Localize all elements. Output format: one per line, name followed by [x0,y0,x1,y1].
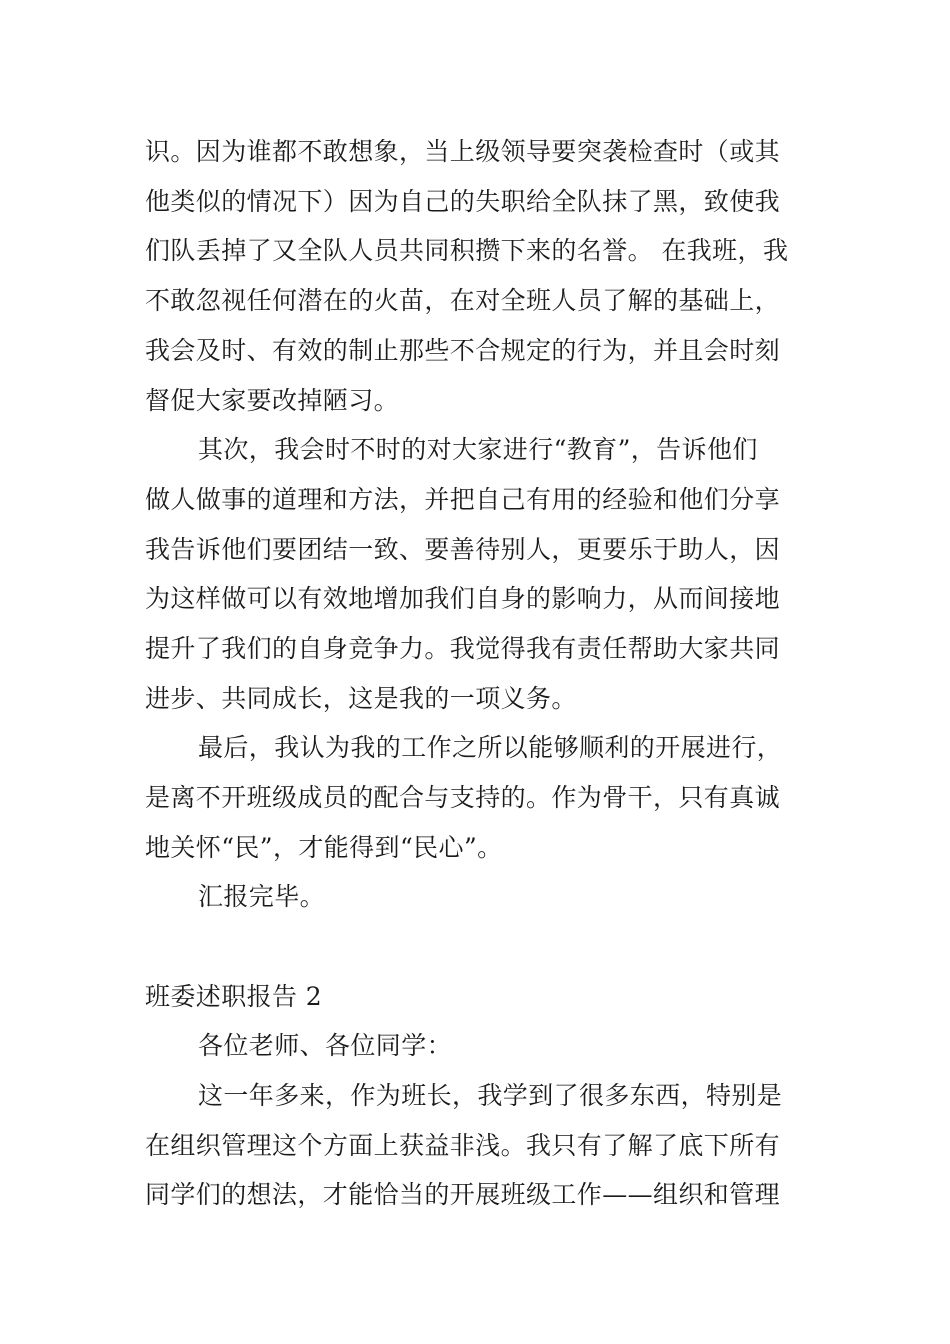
text-line: 进步、共同成长，这是我的一项义务。 [145,684,577,713]
salutation: 各位老师、各位同学： [198,1031,453,1060]
text-line: 督促大家要改掉陋习。 [145,386,400,415]
text-line: 们队丢掉了又全队人员共同积攒下来的名誉。 在我班，我 [145,236,789,265]
text-line: 这一年多来，作为班长，我学到了很多东西，特别是 [198,1081,783,1110]
text-line: 我会及时、有效的制止那些不合规定的行为，并且会时刻 [145,336,781,365]
section-title: 班委述职报告 2 [145,982,323,1011]
text-line: 地关怀“民”，才能得到“民心”。 [145,833,503,862]
text-line: 做人做事的道理和方法，并把自己有用的经验和他们分享 [145,485,781,514]
text-line: 为这样做可以有效地增加我们自身的影响力，从而间接地 [145,584,781,613]
text-line: 我告诉他们要团结一致、要善待别人，更要乐于助人，因 [145,535,781,564]
closing-text: 汇报完毕。 [198,882,326,911]
text-line: 不敢忽视任何潜在的火苗，在对全班人员了解的基础上， [145,286,781,315]
text-line: 同学们的想法，才能恰当的开展班级工作——组织和管理 [145,1180,781,1209]
text-line: 提升了我们的自身竞争力。我觉得我有责任帮助大家共同 [145,634,781,663]
text-line: 最后，我认为我的工作之所以能够顺利的开展进行， [198,733,783,762]
text-line: 他类似的情况下）因为自己的失职给全队抹了黑，致使我 [145,187,781,216]
text-line: 识。因为谁都不敢想象，当上级领导要突袭检查时（或其 [145,137,781,166]
text-line: 其次，我会时不时的对大家进行“教育”，告诉他们 [198,435,758,464]
text-line: 是离不开班级成员的配合与支持的。作为骨干，只有真诚 [145,783,781,812]
text-line: 在组织管理这个方面上获益非浅。我只有了解了底下所有 [145,1131,781,1160]
